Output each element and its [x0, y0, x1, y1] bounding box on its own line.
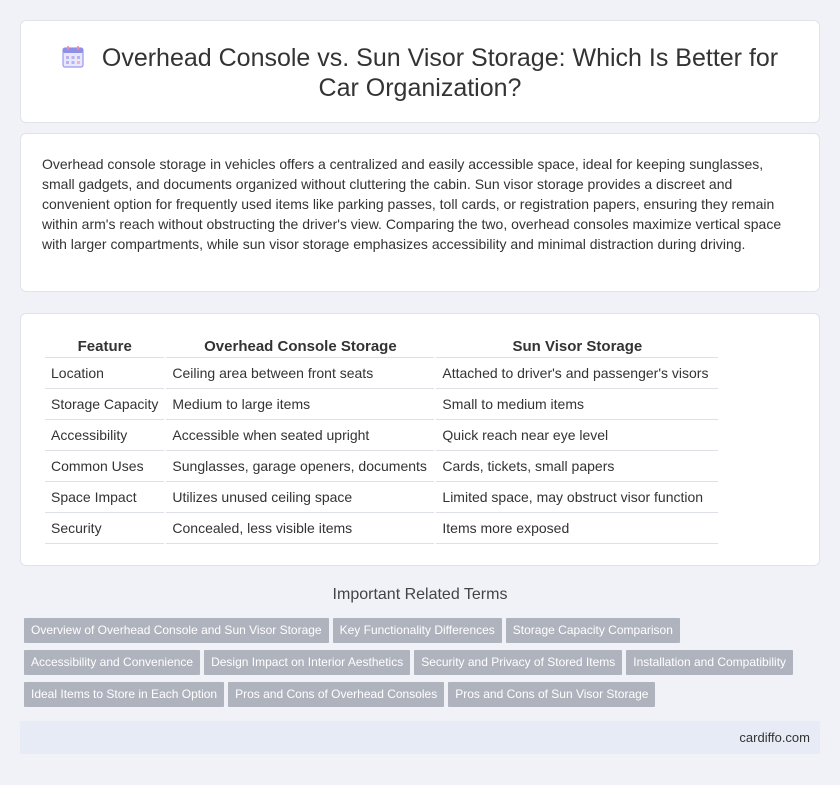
- table-cell-feature: Space Impact: [45, 482, 164, 513]
- table-cell-overhead: Ceiling area between front seats: [166, 358, 434, 389]
- table-row: [45, 389, 718, 420]
- related-term-tag[interactable]: Installation and Compatibility: [626, 650, 793, 675]
- table-row: [45, 513, 718, 544]
- title-card: [20, 20, 820, 123]
- related-term-tag[interactable]: Ideal Items to Store in Each Option: [24, 682, 224, 707]
- table-cell-feature: Storage Capacity: [45, 389, 164, 420]
- table-cell-overhead: Sunglasses, garage openers, documents: [166, 451, 434, 482]
- table-cell-visor: Quick reach near eye level: [436, 420, 718, 451]
- page-title-wrap: [21, 43, 819, 103]
- table-cell-overhead: Medium to large items: [166, 389, 434, 420]
- tag-row: [24, 650, 820, 682]
- header-feature: Feature: [45, 333, 164, 358]
- comparison-table: [43, 333, 720, 544]
- table-cell-visor: Small to medium items: [436, 389, 718, 420]
- comparison-table-card: [20, 313, 820, 566]
- table-cell-visor: Attached to driver's and passenger's visors: [436, 358, 718, 389]
- table-row: [45, 420, 718, 451]
- table-cell-feature: Security: [45, 513, 164, 544]
- table-cell-feature: Location: [45, 358, 164, 389]
- table-cell-feature: Accessibility: [45, 420, 164, 451]
- related-term-tag[interactable]: Key Functionality Differences: [333, 618, 502, 643]
- table-cell-overhead: Concealed, less visible items: [166, 513, 434, 544]
- header-overhead-console: Overhead Console Storage: [166, 333, 434, 358]
- related-term-tag[interactable]: Storage Capacity Comparison: [506, 618, 680, 643]
- page-title: Overhead Console vs. Sun Visor Storage: Which Is Better for Car Organization?: [101, 44, 779, 102]
- table-cell-overhead: Utilizes unused ceiling space: [166, 482, 434, 513]
- related-term-tag[interactable]: Accessibility and Convenience: [24, 650, 200, 675]
- table-cell-visor: Items more exposed: [436, 513, 718, 544]
- table-row: [45, 482, 718, 513]
- table-cell-overhead: Accessible when seated upright: [166, 420, 434, 451]
- footer-bar: [20, 721, 820, 754]
- related-term-tag[interactable]: Security and Privacy of Stored Items: [414, 650, 622, 675]
- related-term-tag[interactable]: Pros and Cons of Overhead Consoles: [228, 682, 444, 707]
- header-sun-visor: Sun Visor Storage: [436, 333, 718, 358]
- table-header-row: [45, 333, 718, 358]
- calendar-icon: [62, 45, 84, 69]
- intro-card: [20, 133, 820, 292]
- related-terms-title: Important Related Terms: [332, 586, 508, 603]
- table-cell-feature: Common Uses: [45, 451, 164, 482]
- related-term-tag[interactable]: Overview of Overhead Console and Sun Visor Storage: [24, 618, 329, 643]
- tag-row: [24, 618, 820, 650]
- related-term-tag[interactable]: Pros and Cons of Sun Visor Storage: [448, 682, 655, 707]
- footer-site-link[interactable]: cardiffo.com: [739, 730, 810, 745]
- tag-row: [24, 682, 820, 714]
- related-terms-list: [24, 618, 820, 714]
- table-row: [45, 451, 718, 482]
- table-cell-visor: Cards, tickets, small papers: [436, 451, 718, 482]
- table-cell-visor: Limited space, may obstruct visor function: [436, 482, 718, 513]
- intro-paragraph: Overhead console storage in vehicles offers a centralized and easily accessible space, ideal for keeping sunglasses, small gadgets, and documents organized without cluttering the cabin. Sun visor storage provides a discreet and convenient option for frequently used items like parking passes, toll cards, or registration papers, ensuring they remain within arm's reach without obstructing the driver's view. Comparing the two, overhead consoles maximize vertical space with larger compartments, while sun visor storage emphasizes accessibility and minimal distraction during driving.: [42, 156, 782, 252]
- table-row: [45, 358, 718, 389]
- related-term-tag[interactable]: Design Impact on Interior Aesthetics: [204, 650, 410, 675]
